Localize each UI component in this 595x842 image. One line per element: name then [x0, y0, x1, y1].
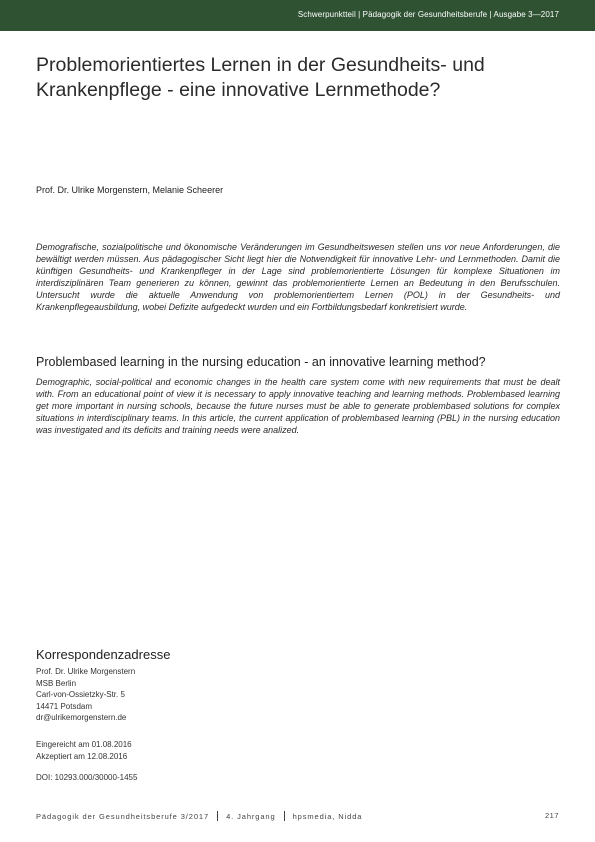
correspondence-name: Prof. Dr. Ulrike Morgenstern [36, 667, 136, 676]
footer-journal: Pädagogik der Gesundheitsberufe 3/2017 [36, 812, 210, 821]
footer-volume: 4. Jahrgang [226, 812, 276, 821]
running-head: Schwerpunktteil | Pädagogik der Gesundheitsberufe | Ausgabe 3—2017 [297, 10, 559, 19]
correspondence-street: Carl-von-Ossietzky-Str. 5 [36, 690, 125, 700]
received-date: Eingereicht am 01.08.2016 [36, 740, 132, 749]
abstract-german: Demografische, sozialpolitische und ökonomische Veränderungen im Gesundheitswesen stellen uns vor neue Anforderungen, die bewältigt werden müssen. Aus pädagogischer Sicht liegt hier die Notwendigkeit für innovative Lehr- und Lernmethoden. Damit die künftigen Gesundheits- und Krankenpfleger in der Lage sind problemorientierte Lösungen für komplexe Situationen im interdisziplinären Team generieren zu können, gewinnt das problemorientierte Lernen an Bedeutung in den Berufsschulen. Untersucht wurde die aktuelle Anwendung von problemorientiertem Lernen (POL) in der Gesundheits- und Krankenpflegeausbildung, wobei Defizite aufgedeckt wurden und ein Fortbildungsbedarf konkretisiert wurde. [36, 242, 560, 312]
footer-divider [217, 811, 218, 821]
footer-divider [284, 811, 285, 821]
english-title: Problembased learning in the nursing education - an innovative learning method? [36, 355, 486, 369]
submission-dates [36, 739, 132, 762]
page-number: 217 [544, 811, 559, 820]
header-bar [0, 0, 595, 31]
page-footer [36, 811, 559, 821]
accepted-date: Akzeptiert am 12.08.2016 [36, 751, 128, 761]
correspondence-address [36, 666, 135, 724]
correspondence-email[interactable]: dr@ulrikemorgenstern.de [36, 713, 127, 723]
correspondence-institution: MSB Berlin [36, 678, 77, 688]
correspondence-city: 14471 Potsdam [36, 701, 93, 711]
article-title: Problemorientiertes Lernen in der Gesundheits- und Krankenpflege - eine innovative Lernmethode? [36, 54, 485, 101]
abstract-english: Demographic, social-political and economic changes in the health care system come with new requirements that must be dealt with. From an educational point of view it is necessary to apply innovative teaching and learning methods. Problembased learning get more important in nursing schools, because the future nurses must be able to generate problembased solutions for complex situations in interdisciplinary teams. In this article, the current application of problembased learning (PBL) in the nursing education was investigated and its deficits and training needs were analized. [36, 377, 560, 435]
doi[interactable]: DOI: 10293.000/30000-1455 [36, 773, 138, 782]
article-authors: Prof. Dr. Ulrike Morgenstern, Melanie Scheerer [36, 185, 224, 195]
correspondence-heading: Korrespondenzadresse [36, 647, 171, 662]
footer-publisher: hpsmedia, Nidda [292, 812, 363, 821]
